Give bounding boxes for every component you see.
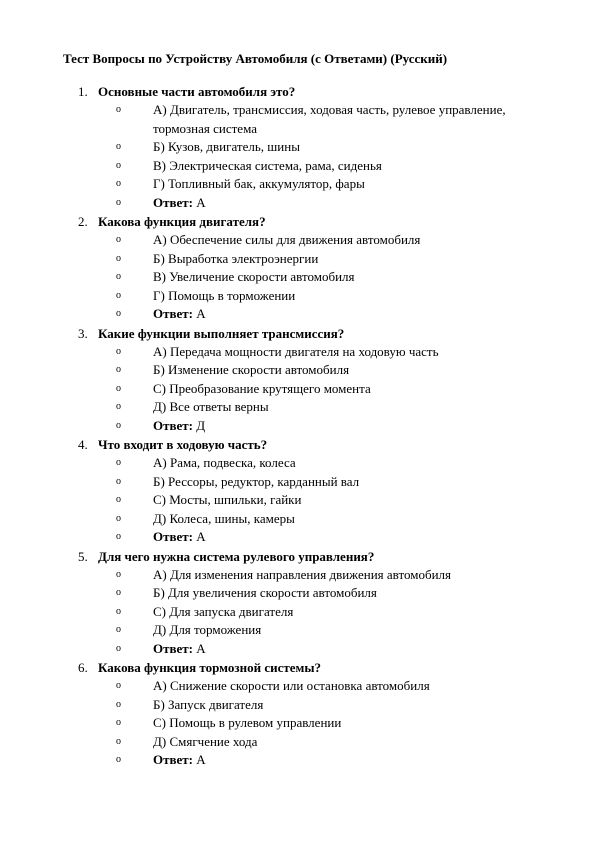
- question-item: [78, 435, 548, 547]
- option-item: [78, 138, 548, 157]
- bullet-icon: o: [116, 419, 121, 431]
- option-text: А) Для изменения направления движения автомобиля: [153, 566, 452, 582]
- option-item: [78, 361, 548, 380]
- question-number: 1.: [78, 84, 88, 99]
- option-list: [78, 101, 548, 212]
- bullet-icon: o: [116, 680, 121, 691]
- bullet-icon: o: [116, 494, 121, 505]
- answer-item: [78, 528, 548, 547]
- bullet-icon: o: [116, 717, 121, 728]
- bullet-icon: o: [116, 196, 121, 208]
- question-heading: [78, 82, 548, 101]
- option-text: А) Снижение скорости или остановка автомобиля: [153, 678, 430, 693]
- question-text: Какова функция двигателя?: [98, 214, 266, 229]
- option-text: А) Обеспечение силы для движения автомобиля: [153, 232, 421, 247]
- option-text: Д) Смягчение хода: [153, 733, 258, 749]
- option-text: Б) Рессоры, редуктор, карданный вал: [153, 473, 360, 489]
- option-item: [78, 101, 548, 138]
- answer-item: [78, 751, 548, 770]
- bullet-icon: o: [116, 289, 121, 301]
- bullet-icon: o: [116, 735, 121, 747]
- question-item: [78, 212, 548, 324]
- bullet-icon: o: [116, 252, 121, 264]
- option-item: [78, 287, 548, 306]
- option-item: [78, 733, 548, 752]
- bullet-icon: o: [116, 587, 121, 598]
- bullet-icon: o: [116, 364, 121, 375]
- question-list: [78, 82, 548, 770]
- question-item: [78, 547, 548, 659]
- answer-label: Ответ:: [153, 194, 194, 210]
- question-text: Для чего нужна система рулевого управления?: [98, 548, 375, 564]
- question-text: Что входит в ходовую часть?: [98, 437, 268, 452]
- answer-label: Ответ:: [153, 529, 194, 544]
- answer-value: А: [196, 640, 206, 656]
- answer-item: [78, 640, 548, 659]
- bullet-icon: o: [116, 642, 121, 654]
- option-item: [78, 231, 548, 250]
- option-item: [78, 473, 548, 492]
- bullet-icon: o: [116, 457, 121, 468]
- bullet-icon: o: [116, 475, 121, 487]
- question-item: [78, 82, 548, 212]
- option-item: [78, 566, 548, 585]
- bullet-icon: o: [116, 141, 121, 152]
- option-item: [78, 491, 548, 510]
- option-text: А) Передача мощности двигателя на ходовую часть: [153, 343, 439, 359]
- answer-item: [78, 194, 548, 213]
- bullet-icon: o: [116, 345, 121, 357]
- question-text: Какие функции выполняет трансмиссия?: [98, 325, 345, 341]
- answer-text: [153, 417, 548, 436]
- answer-value: А: [196, 194, 206, 210]
- option-item: [78, 584, 548, 603]
- option-list: [78, 343, 548, 436]
- option-text: С) Преобразование крутящего момента: [153, 380, 371, 396]
- option-item: [78, 454, 548, 473]
- bullet-icon: o: [116, 308, 121, 319]
- question-heading: [78, 547, 548, 566]
- option-text: Д) Колеса, шины, камеры: [153, 510, 295, 526]
- option-text: А) Рама, подвеска, колеса: [153, 455, 296, 470]
- option-item: [78, 510, 548, 529]
- answer-label: Ответ:: [153, 752, 194, 767]
- answer-text: [153, 640, 548, 659]
- bullet-icon: o: [116, 512, 121, 524]
- question-heading: [78, 435, 548, 454]
- answer-value: А: [196, 306, 206, 321]
- page-title: Тест Вопросы по Устройству Автомобиля (с Ответами) (Русский): [63, 51, 448, 66]
- question-heading: [78, 212, 548, 231]
- answer-item: [78, 417, 548, 436]
- bullet-icon: o: [116, 624, 121, 635]
- bullet-icon: o: [116, 754, 121, 765]
- answer-text: [153, 528, 548, 547]
- answer-label: Ответ:: [153, 417, 194, 433]
- question-number: 2.: [78, 214, 88, 229]
- bullet-icon: o: [116, 382, 121, 394]
- option-text: Д) Все ответы верны: [153, 399, 269, 414]
- answer-label: Ответ:: [153, 306, 194, 321]
- question-text: Основные части автомобиля это?: [98, 84, 296, 99]
- option-list: [78, 231, 548, 324]
- bullet-icon: o: [116, 178, 121, 189]
- question-item: [78, 658, 548, 770]
- bullet-icon: o: [116, 698, 121, 710]
- answer-text: [153, 194, 548, 213]
- bullet-icon: o: [116, 401, 121, 412]
- option-text: В) Электрическая система, рама, сиденья: [153, 157, 382, 173]
- option-list: [78, 566, 548, 659]
- answer-value: А: [196, 529, 206, 544]
- question-number: 4.: [78, 437, 88, 452]
- answer-value: Д: [196, 417, 206, 433]
- answer-text: [153, 751, 548, 770]
- question-number: 3.: [78, 325, 88, 341]
- option-text: С) Для запуска двигателя: [153, 603, 294, 619]
- option-text: В) Увеличение скорости автомобиля: [153, 269, 355, 284]
- option-item: [78, 380, 548, 399]
- answer-value: А: [196, 752, 206, 767]
- bullet-icon: o: [116, 159, 121, 171]
- bullet-icon: o: [116, 531, 121, 542]
- option-text: Б) Запуск двигателя: [153, 696, 264, 712]
- option-text: А) Двигатель, трансмиссия, ходовая часть, рулевое управление, тормозная система: [153, 102, 506, 136]
- option-item: [78, 157, 548, 176]
- question-number: 6.: [78, 660, 88, 675]
- option-item: [78, 603, 548, 622]
- bullet-icon: o: [116, 234, 121, 245]
- answer-text: [153, 305, 548, 324]
- option-item: [78, 696, 548, 715]
- option-item: [78, 343, 548, 362]
- option-text: Г) Топливный бак, аккумулятор, фары: [153, 176, 365, 191]
- answer-label: Ответ:: [153, 640, 194, 656]
- option-text: Б) Для увеличения скорости автомобиля: [153, 585, 377, 600]
- option-item: [78, 175, 548, 194]
- option-item: [78, 250, 548, 269]
- option-text: С) Мосты, шпильки, гайки: [153, 492, 302, 507]
- bullet-icon: o: [116, 271, 121, 282]
- question-heading: [78, 324, 548, 343]
- option-item: [78, 714, 548, 733]
- answer-item: [78, 305, 548, 324]
- option-text: С) Помощь в рулевом управлении: [153, 715, 342, 730]
- bullet-icon: o: [116, 568, 121, 580]
- option-item: [78, 268, 548, 287]
- option-list: [78, 454, 548, 547]
- question-heading: [78, 658, 548, 677]
- question-text: Какова функция тормозной системы?: [98, 660, 322, 675]
- option-text: Б) Кузов, двигатель, шины: [153, 139, 300, 154]
- option-item: [78, 677, 548, 696]
- option-text: Д) Для торможения: [153, 622, 262, 637]
- option-text: Г) Помощь в торможении: [153, 287, 296, 303]
- option-item: [78, 398, 548, 417]
- option-list: [78, 677, 548, 770]
- option-text: Б) Изменение скорости автомобиля: [153, 362, 350, 377]
- question-item: [78, 324, 548, 436]
- option-text: Б) Выработка электроэнергии: [153, 250, 319, 266]
- option-item: [78, 621, 548, 640]
- bullet-icon: o: [116, 605, 121, 617]
- bullet-icon: o: [116, 104, 121, 115]
- question-number: 5.: [78, 548, 88, 564]
